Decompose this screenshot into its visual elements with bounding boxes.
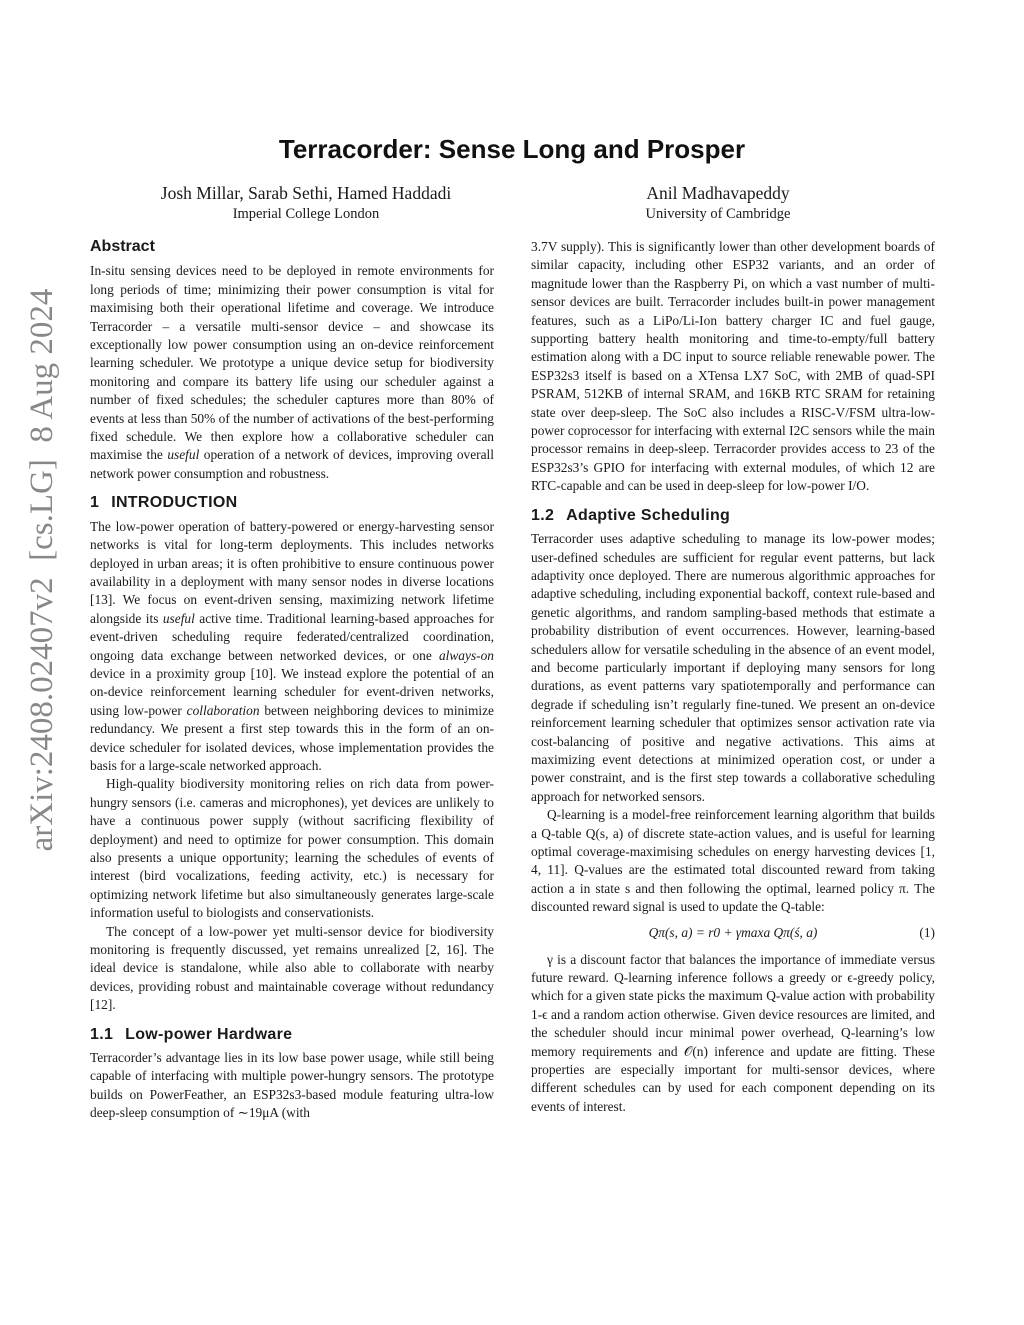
left-column xyxy=(90,238,494,1123)
equation-body: Qπ(s, a) = r0 + γmaxa Qπ(ś, a) xyxy=(648,924,818,940)
author-names: Anil Madhavapeddy xyxy=(646,183,790,203)
author-affiliation: Imperial College London xyxy=(232,206,380,222)
author-block-cambridge xyxy=(530,182,906,224)
hardware-paragraph-continued: 3.7V supply). This is significantly lower than other development boards of similar capacity, including other ESP32 variants, and an order of magnitude lower than the Raspberry Pi, on which a vast number of multi-sensor devices are built. Terracorder includes built-in power management features, such as a LiPo/Li-Ion battery charger IC and fuel gauge, supporting battery health monitoring and time-to-empty/full battery estimation along with a DC input to source reliable renewable power. The ESP32s3 itself is based on a XTensa LX7 SoC, with 2MB of quad-SPI PSRAM, 512KB of internal SRAM, and 16KB RTC SRAM for retaining state over deep-sleep. The SoC also includes a RISC-V/FSM ultra-low-power coprocessor for interfacing with external I2C sensors while the main processor remains in deep-sleep. Terracorder provides access to 23 of the ESP32s3’s GPIO for interfacing with external modules, of which 12 are RTC-capable and can be used in deep-sleep for low-power I/O. xyxy=(531,239,935,494)
intro-paragraph: The concept of a low-power yet multi-sensor device for biodiversity monitoring is frequently discussed, yet remains unrealized [2, 16]. The ideal device is standalone, while also able to collaborate with nearby devices, providing robust and maintainable coverage without redundancy [12]. xyxy=(90,923,494,1013)
author-names: Josh Millar, Sarab Sethi, Hamed Haddadi xyxy=(160,183,452,203)
scheduling-paragraph: γ is a discount factor that balances the importance of immediate versus future reward. Q-learning inference follows a greedy or ϵ-greedy policy, which for a given state picks the maximum Q-value action with probability 1-ϵ and a random action otherwise. Given device resources are limited, and the scheduler should incur minimal power overhead, Q-learning’s low memory requirements and 𝒪(n) inference and update are fitting. These properties are especially important for multi-sensor devices, where different schedules can by used for each component depending on its events of interest. xyxy=(531,951,935,1114)
right-column xyxy=(531,238,935,1116)
intro-paragraph: High-quality biodiversity monitoring relies on rich data from power-hungry sensors (i.e. cameras and microphones), yet devices are unlikely to have a continuous power supply (without sacrificing flexibility of deployment) and need to optimize for power consumption. This domain also presents a unique opportunity; learning the schedules of events of interest (bird vocalizations, feeding activity, etc.) is necessary for optimizing network lifetime but also simultaneously generates large-scale information useful to biologists and conservationists. xyxy=(90,776,494,921)
arxiv-identifier-banner xyxy=(4,210,76,930)
abstract-text: In-situ sensing devices need to be deployed in remote environments for long periods of time; minimizing their power consumption is vital for maximising both their operational lifetime and coverage. We introduce Terracorder – a versatile multi-sensor device – and showcase its exceptionally low power consumption using an on-device reinforcement learning scheduler. We prototype a unique device setup for biodiversity monitoring and compare its battery life using our scheduler against a number of fixed schedules; the scheduler captures more than 80% of events at less than 50% of the number of activations of the best-performing fixed schedule. We then explore how a collaborative scheduler can maximise the useful operation of a network of devices, improving overall network power consumption and robustness. xyxy=(90,263,495,481)
author-affiliation: University of Cambridge xyxy=(645,206,791,222)
intro-paragraph: The low-power operation of battery-powered or energy-harvesting sensor networks is vital for long-term deployments. This includes networks deployed in urban areas; it is often prohibitive to ensure continuous power availability in a deployment with many sensor nodes in diverse locations [13]. We focus on event-driven sensing, maximizing network lifetime alongside its useful active time. Traditional learning-based approaches for event-driven scheduling require federated/centralized coordination, ongoing data exchange between networked devices, or one always-on device in a proximity group [10]. We instead explore the potential of an on-device reinforcement learning scheduler for event-driven networks, using low-power collaboration between neighboring devices to minimize redundancy. We present a first step towards this in the form of an on-device scheduler for isolated devices, whose implementation provides the basis for a large-scale networked approach. xyxy=(90,518,494,773)
hardware-paragraph: Terracorder’s advantage lies in its low base power usage, while still being capable of interfacing with multiple power-hungry sensors. The prototype builds on PowerFeather, an ESP32s3-based module featuring ultra-low deep-sleep consumption of ∼19μA (with xyxy=(90,1050,494,1121)
equation-number: (1) xyxy=(919,924,935,940)
author-block-imperial xyxy=(90,182,522,224)
paper-title: Terracorder: Sense Long and Prosper xyxy=(278,134,746,164)
abstract-heading: Abstract xyxy=(90,238,155,255)
scheduling-paragraph: Q-learning is a model-free reinforcement learning algorithm that builds a Q-table Q(s, a) of discrete state-action values, and is useful for learning optimal coverage-maximising schedules on energy harvesting devices [1, 4, 11]. Q-values are the estimated total discounted reward from taking action a in state s and then following the optimal, learned policy π. The discounted reward signal is used to update the Q-table: xyxy=(531,807,935,915)
scheduling-paragraph: Terracorder uses adaptive scheduling to manage its low-power modes; user-defined schedules are sufficient for regular event patterns, but lack adaptivity once deployed. There are numerous algorithmic approaches for adaptive scheduling, including exponential backoff, context rule-based and genetic algorithms, and random sampling-based methods that estimate a probability distribution of event occurrences. However, learning-based schedulers allow for versatile scheduling in the absence of an event model, and become particularly important if deploying many sensors for long durations, as event patterns vary spatiotemporally and performance can degrade if scheduling isn’t regularly fine-tuned. We present an on-device reinforcement learning scheduler that optimizes sensor activation rate via cost-balancing of positive and negative activations. This aims at maximizing event detections at minimized operation cost, or under a power constraint, and is the first step towards a collaborative scheduling approach for networked sensors. xyxy=(531,531,935,804)
section-heading-introduction: 1 INTRODUCTION xyxy=(90,494,238,512)
section-heading-low-power-hardware: 1.1 Low-power Hardware xyxy=(90,1025,293,1043)
section-heading-adaptive-scheduling: 1.2 Adaptive Scheduling xyxy=(531,506,731,524)
arxiv-identifier-text: arXiv:2408.02407v2 [cs.LG] 8 Aug 2024 xyxy=(24,288,60,852)
equation-q-update xyxy=(531,921,935,947)
